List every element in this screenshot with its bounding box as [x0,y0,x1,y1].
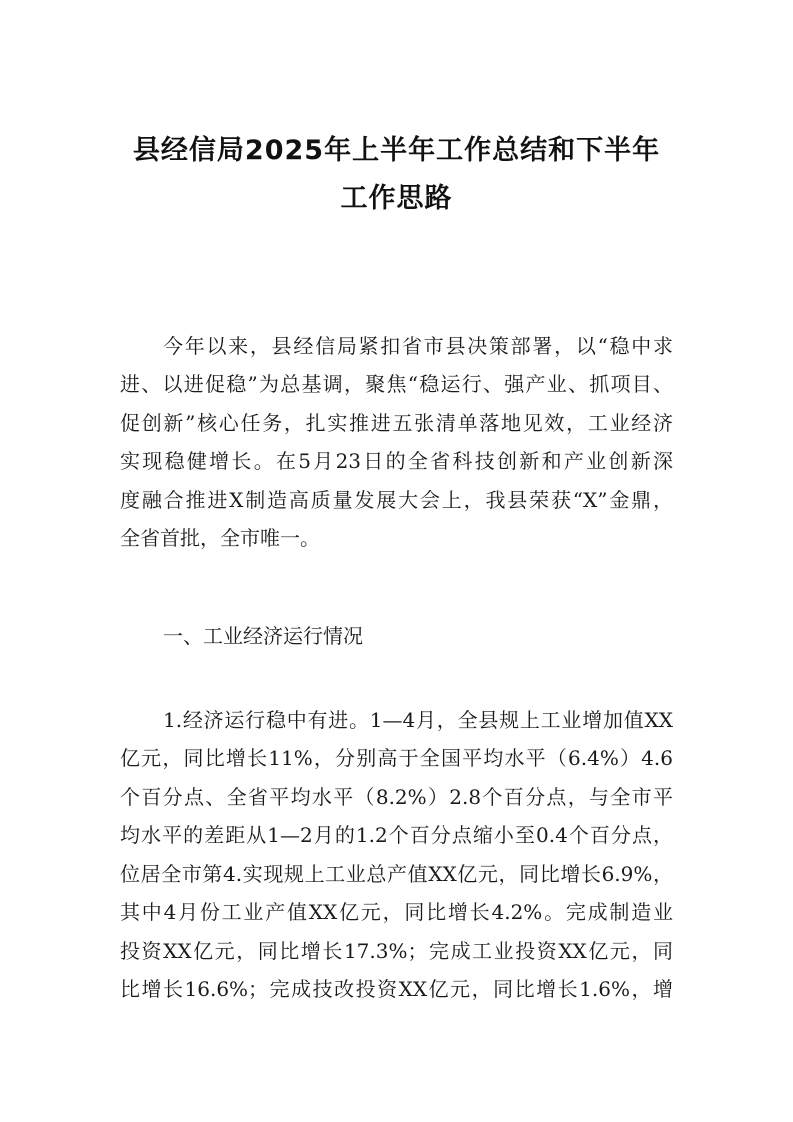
section-line-1: 1.经济运行稳中有进。1—4月，全县规上工业增加值XX [163,708,673,732]
section-line-4: 均水平的差距从1—2月的1.2个百分点缩小至0.4个百分点， [120,823,673,847]
section-line-8: 比增长16.6%；完成技改投资XX亿元，同比增长1.6%，增 [120,977,673,1001]
section-line-5: 位居全市第4.实现规上工业总产值XX亿元，同比增长6.9%， [120,862,673,886]
document-title-line-2: 工作思路 [340,183,453,214]
document-title-line-1: 县经信局2025年上半年工作总结和下半年 [132,135,661,166]
intro-line-2: 进、以进促稳”为总基调，聚焦“稳运行、强产业、抓项目、 [120,372,673,396]
intro-line-4: 实现稳健增长。在5月23日的全省科技创新和产业创新深 [120,449,673,473]
section-heading: 一、工业经济运行情况 [163,624,363,648]
intro-line-6: 全省首批，全市唯一。 [120,526,320,550]
section-line-6: 其中4月份工业产值XX亿元，同比增长4.2%。完成制造业 [120,900,673,924]
section-line-3: 个百分点、全省平均水平（8.2%）2.8个百分点，与全市平 [120,785,673,809]
intro-line-3: 促创新”核心任务，扎实推进五张清单落地见效，工业经济 [120,411,673,435]
section-line-2: 亿元，同比增长11%，分别高于全国平均水平（6.4%）4.6 [120,746,673,770]
intro-line-5: 度融合推进X制造高质量发展大会上，我县荣获“X”金鼎， [120,488,673,512]
intro-line-1: 今年以来，县经信局紧扣省市县决策部署，以“稳中求 [163,334,673,358]
section-line-7: 投资XX亿元，同比增长17.3%；完成工业投资XX亿元，同 [120,939,673,963]
